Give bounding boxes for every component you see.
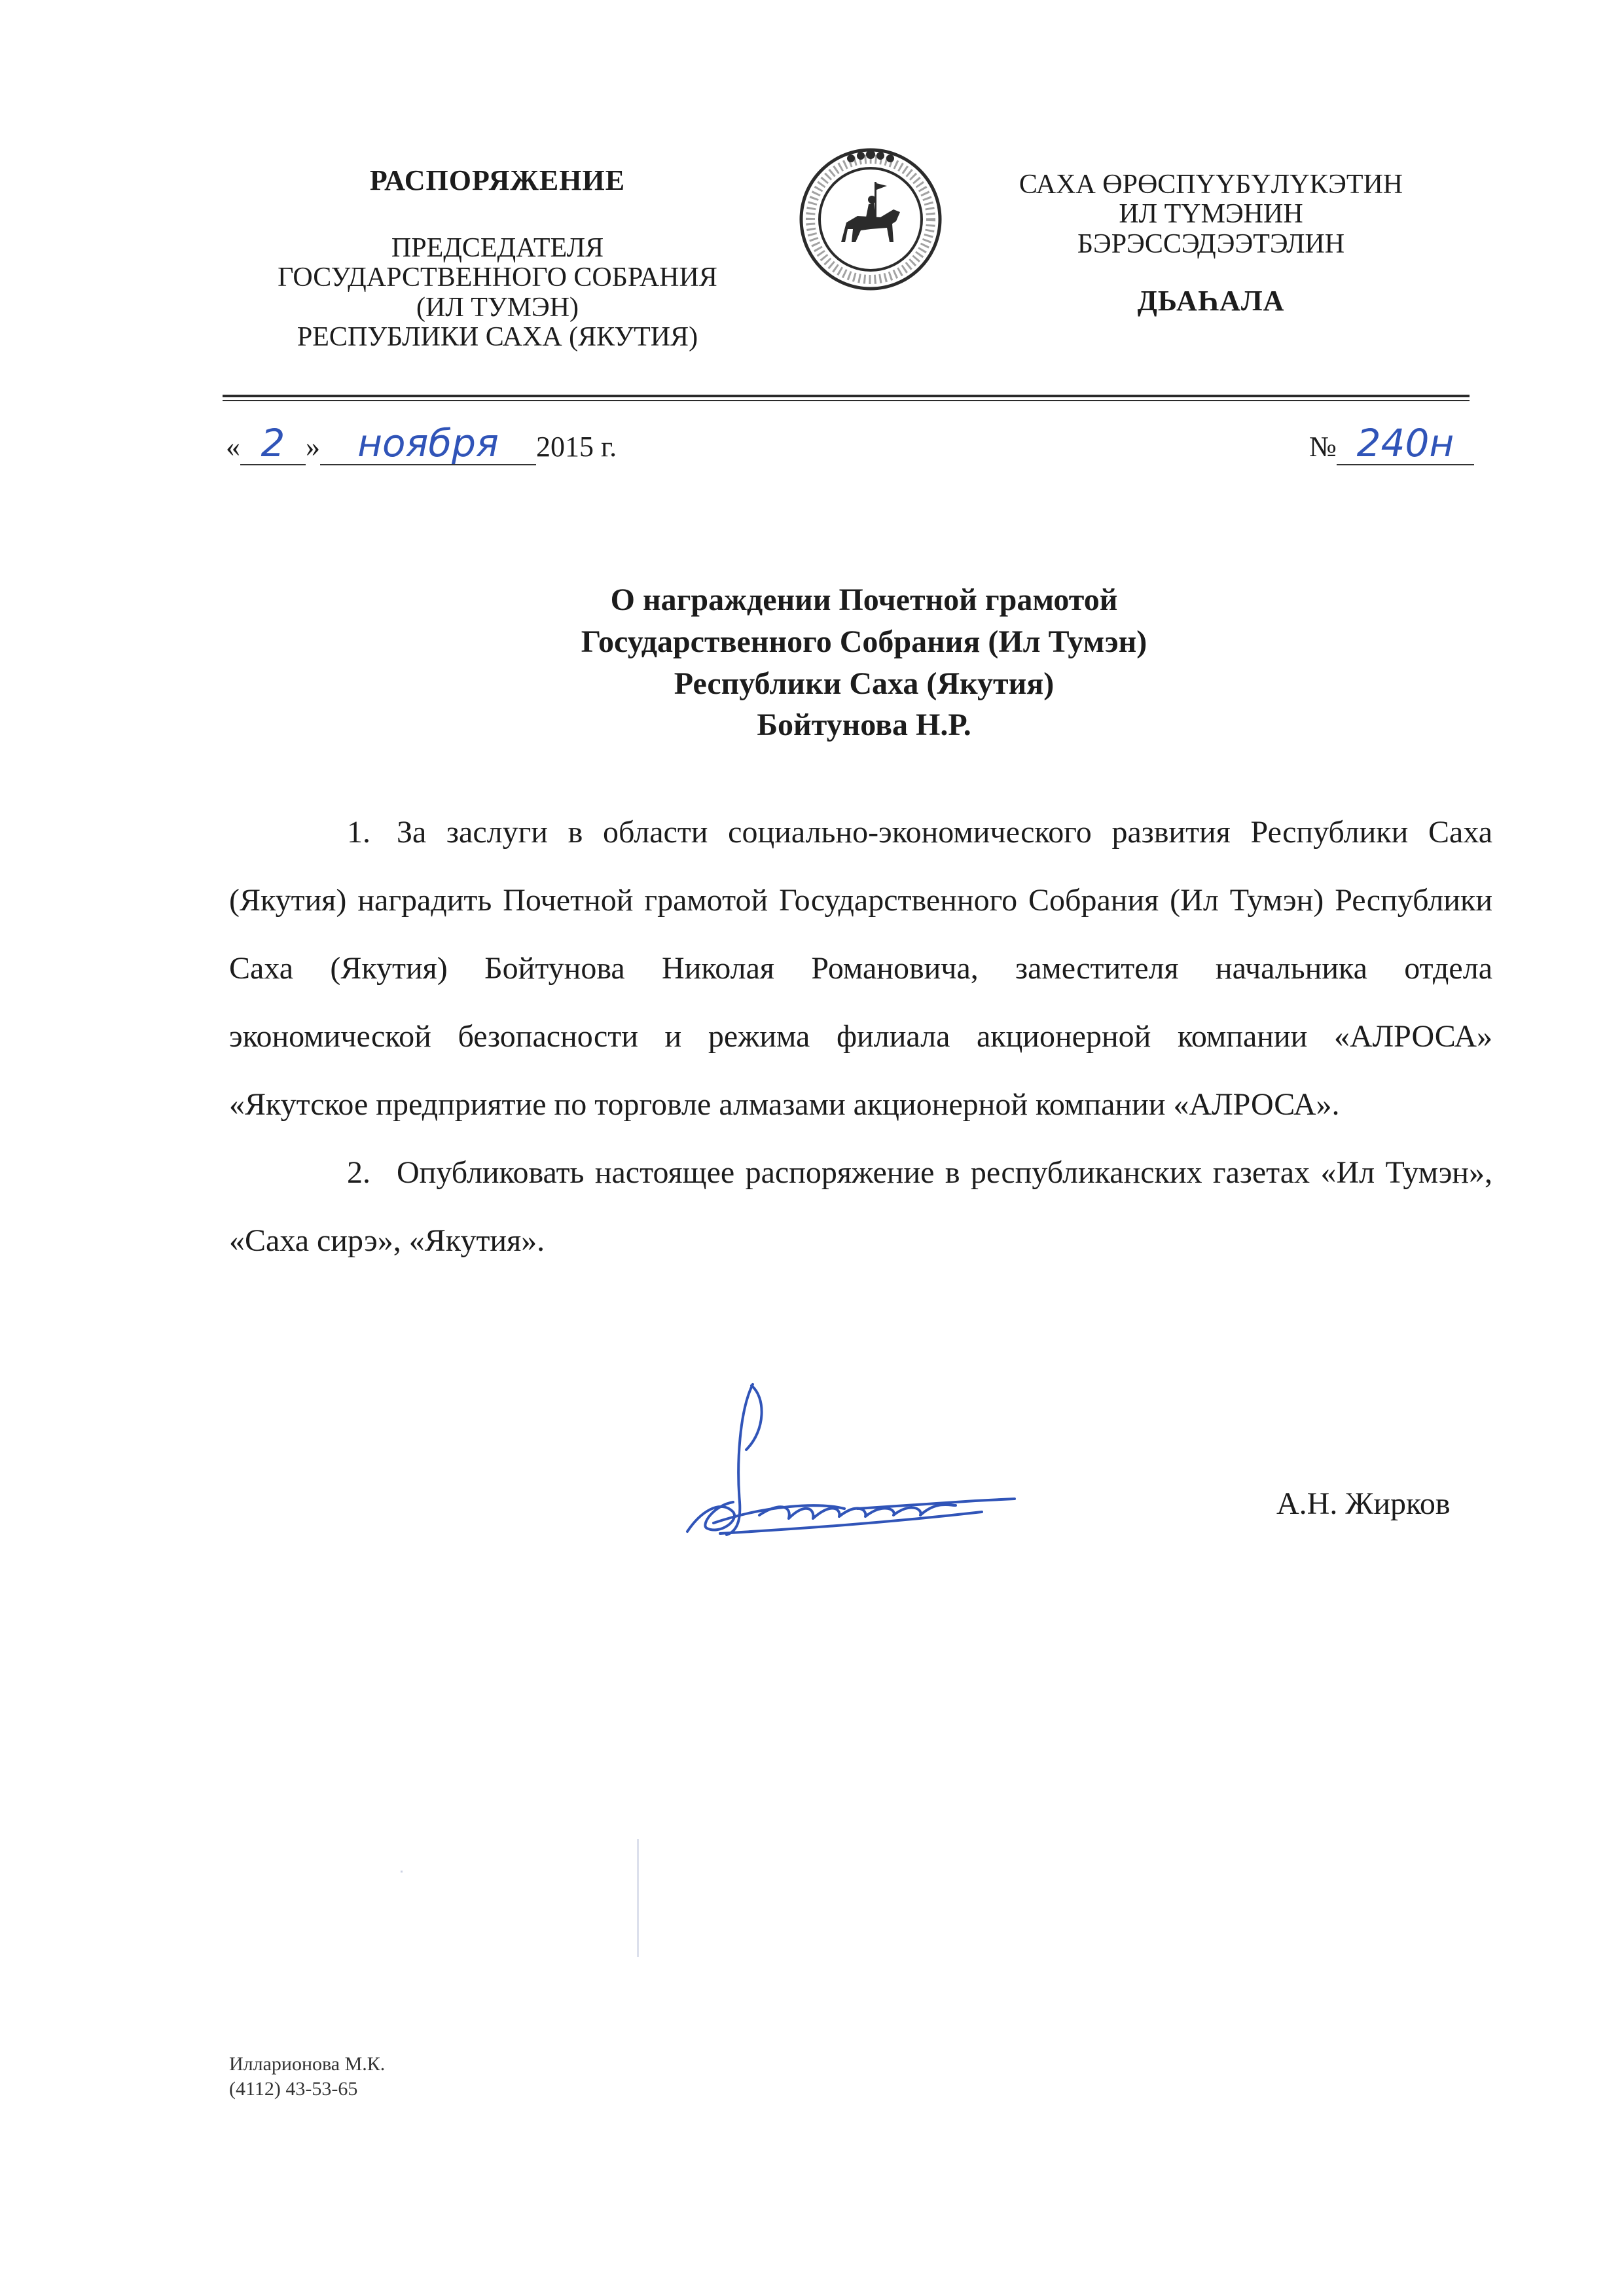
subject-line: О награждении Почетной грамотой bbox=[610, 583, 1118, 617]
document-type-title-yakut: ДЬАҺАЛА bbox=[1137, 285, 1285, 317]
date-open-quote: « bbox=[226, 431, 240, 463]
paragraph-number: 1. bbox=[347, 815, 370, 850]
date-month-handwritten: ноября bbox=[320, 422, 536, 465]
handwritten-signature bbox=[674, 1371, 1028, 1548]
subject-line: Государственного Собрания (Ил Тумэн) bbox=[581, 624, 1147, 659]
header-left-block bbox=[216, 164, 779, 352]
header-right-line: БЭРЭССЭДЭЭТЭЛИН bbox=[1077, 228, 1345, 259]
header-right-line: ИЛ ТҮМЭНИН bbox=[1119, 199, 1303, 230]
executor-phone: (4112) 43-53-65 bbox=[229, 2078, 358, 2100]
emblem-icon bbox=[795, 144, 946, 295]
document-subject bbox=[216, 579, 1512, 746]
executor-name: Илларионова М.К. bbox=[229, 2053, 386, 2075]
number-handwritten: 240н bbox=[1337, 422, 1474, 465]
document-body bbox=[229, 798, 1492, 1275]
paragraph-text: Опубликовать настоящее распоряжение в республиканских газетах «Ил Тумэн», «Саха сирэ», «Якутия». bbox=[229, 1155, 1492, 1258]
subject-line: Республики Саха (Якутия) bbox=[674, 666, 1055, 701]
header-divider bbox=[223, 395, 1470, 397]
document-type-title: РАСПОРЯЖЕНИЕ bbox=[369, 164, 626, 196]
header-right-line: САХА ӨРӨСПҮҮБҮЛҮКЭТИН bbox=[1019, 170, 1403, 200]
document-date bbox=[226, 422, 617, 465]
subject-line: Бойтунова Н.Р. bbox=[757, 708, 971, 743]
header-left-line: ПРЕДСЕДАТЕЛЯ bbox=[391, 232, 604, 263]
header-right-block bbox=[982, 170, 1440, 319]
signer-name: А.Н. Жирков bbox=[1276, 1486, 1451, 1521]
scan-artifact bbox=[637, 1839, 639, 1957]
scan-artifact bbox=[401, 1871, 403, 1873]
header-left-line: РЕСПУБЛИКИ САХА (ЯКУТИЯ) bbox=[297, 321, 698, 352]
date-close-quote: » bbox=[306, 431, 320, 463]
body-paragraph bbox=[229, 1139, 1492, 1275]
executor-contact bbox=[229, 2052, 385, 2102]
body-paragraph bbox=[229, 798, 1492, 1139]
document-number bbox=[1309, 422, 1474, 465]
coat-of-arms-emblem bbox=[795, 144, 946, 295]
date-year: 2015 г. bbox=[536, 431, 617, 463]
date-day-handwritten: 2 bbox=[240, 422, 306, 465]
header-left-line: (ИЛ ТУМЭН) bbox=[416, 292, 579, 323]
number-label: № bbox=[1309, 431, 1337, 463]
header-divider-thin bbox=[223, 400, 1470, 401]
paragraph-text: За заслуги в области социально-экономического развития Республики Саха (Якутия) наградить Почетной грамотой Государственного Собрания (Ил Тумэн) Республики Саха (Якутия) Бойтунова Николая Романовича, заместителя начальника отдела экономической безопасности и режима филиала акционерной компании «АЛРОСА» «Якутское предприятие по торговле алмазами акционерной компании «АЛРОСА». bbox=[229, 815, 1492, 1122]
paragraph-number: 2. bbox=[347, 1155, 370, 1190]
header-left-line: ГОСУДАРСТВЕННОГО СОБРАНИЯ bbox=[278, 262, 717, 293]
signature-icon bbox=[674, 1371, 1028, 1548]
